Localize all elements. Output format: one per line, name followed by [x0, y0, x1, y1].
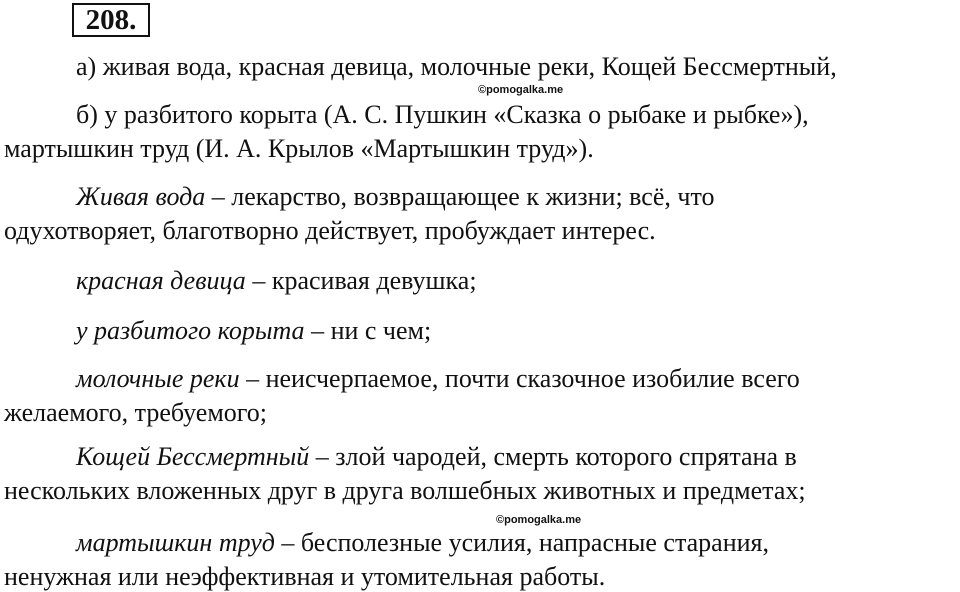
task-number-box — [72, 3, 150, 37]
definition-text: – неисчерпаемое, почти сказочное изобилие всего — [239, 364, 800, 393]
definition-term: Живая вода — [76, 182, 206, 211]
task-number: 208. — [85, 4, 137, 36]
definition-text: – ни с чем; — [304, 316, 432, 345]
definition-koshchei — [4, 440, 954, 508]
answer-b-line2: мартышкин труд (И. А. Крылов «Мартышкин труд»). — [4, 134, 594, 163]
definition-text-cont: ненужная или неэффективная и утомительная работы. — [4, 562, 606, 591]
definition-text: – красивая девушка; — [245, 266, 477, 295]
definition-u-razbitogo-koryta — [4, 314, 954, 348]
definition-term: мартышкин труд — [76, 528, 275, 557]
definition-martyshkin-trud — [4, 526, 954, 592]
definition-text: – лекарство, возвращающее к жизни; всё, что — [205, 182, 715, 211]
definition-text-cont: желаемого, требуемого; — [4, 398, 268, 427]
definition-term: молочные реки — [76, 364, 240, 393]
definition-text-cont: одухотворяет, благотворно действует, пробуждает интерес. — [4, 216, 656, 245]
answer-a — [4, 50, 954, 84]
watermark-bottom: ©pomogalka.me — [496, 514, 582, 526]
definition-term: у разбитого корыта — [76, 316, 305, 345]
answer-b — [4, 98, 954, 166]
definition-text-cont: нескольких вложенных друг в друга волшебных животных и предметах; — [4, 476, 806, 505]
definition-text: – злой чародей, смерть которого спрятана в — [309, 442, 797, 471]
watermark-top: ©pomogalka.me — [478, 84, 564, 96]
definition-zhivaya-voda — [4, 180, 954, 248]
answer-b-line1: б) у разбитого корыта (А. С. Пушкин «Сказка о рыбаке и рыбке»), — [76, 100, 809, 129]
definition-term: красная девица — [76, 266, 246, 295]
answer-a-text: а) живая вода, красная девица, молочные реки, Кощей Бессмертный, — [76, 52, 837, 81]
definition-term: Кощей Бессмертный — [76, 442, 310, 471]
definition-molochnye-reki — [4, 362, 954, 430]
definition-text: – бесполезные усилия, напрасные старания, — [274, 528, 770, 557]
definition-krasnaya-devitsa — [4, 264, 954, 298]
